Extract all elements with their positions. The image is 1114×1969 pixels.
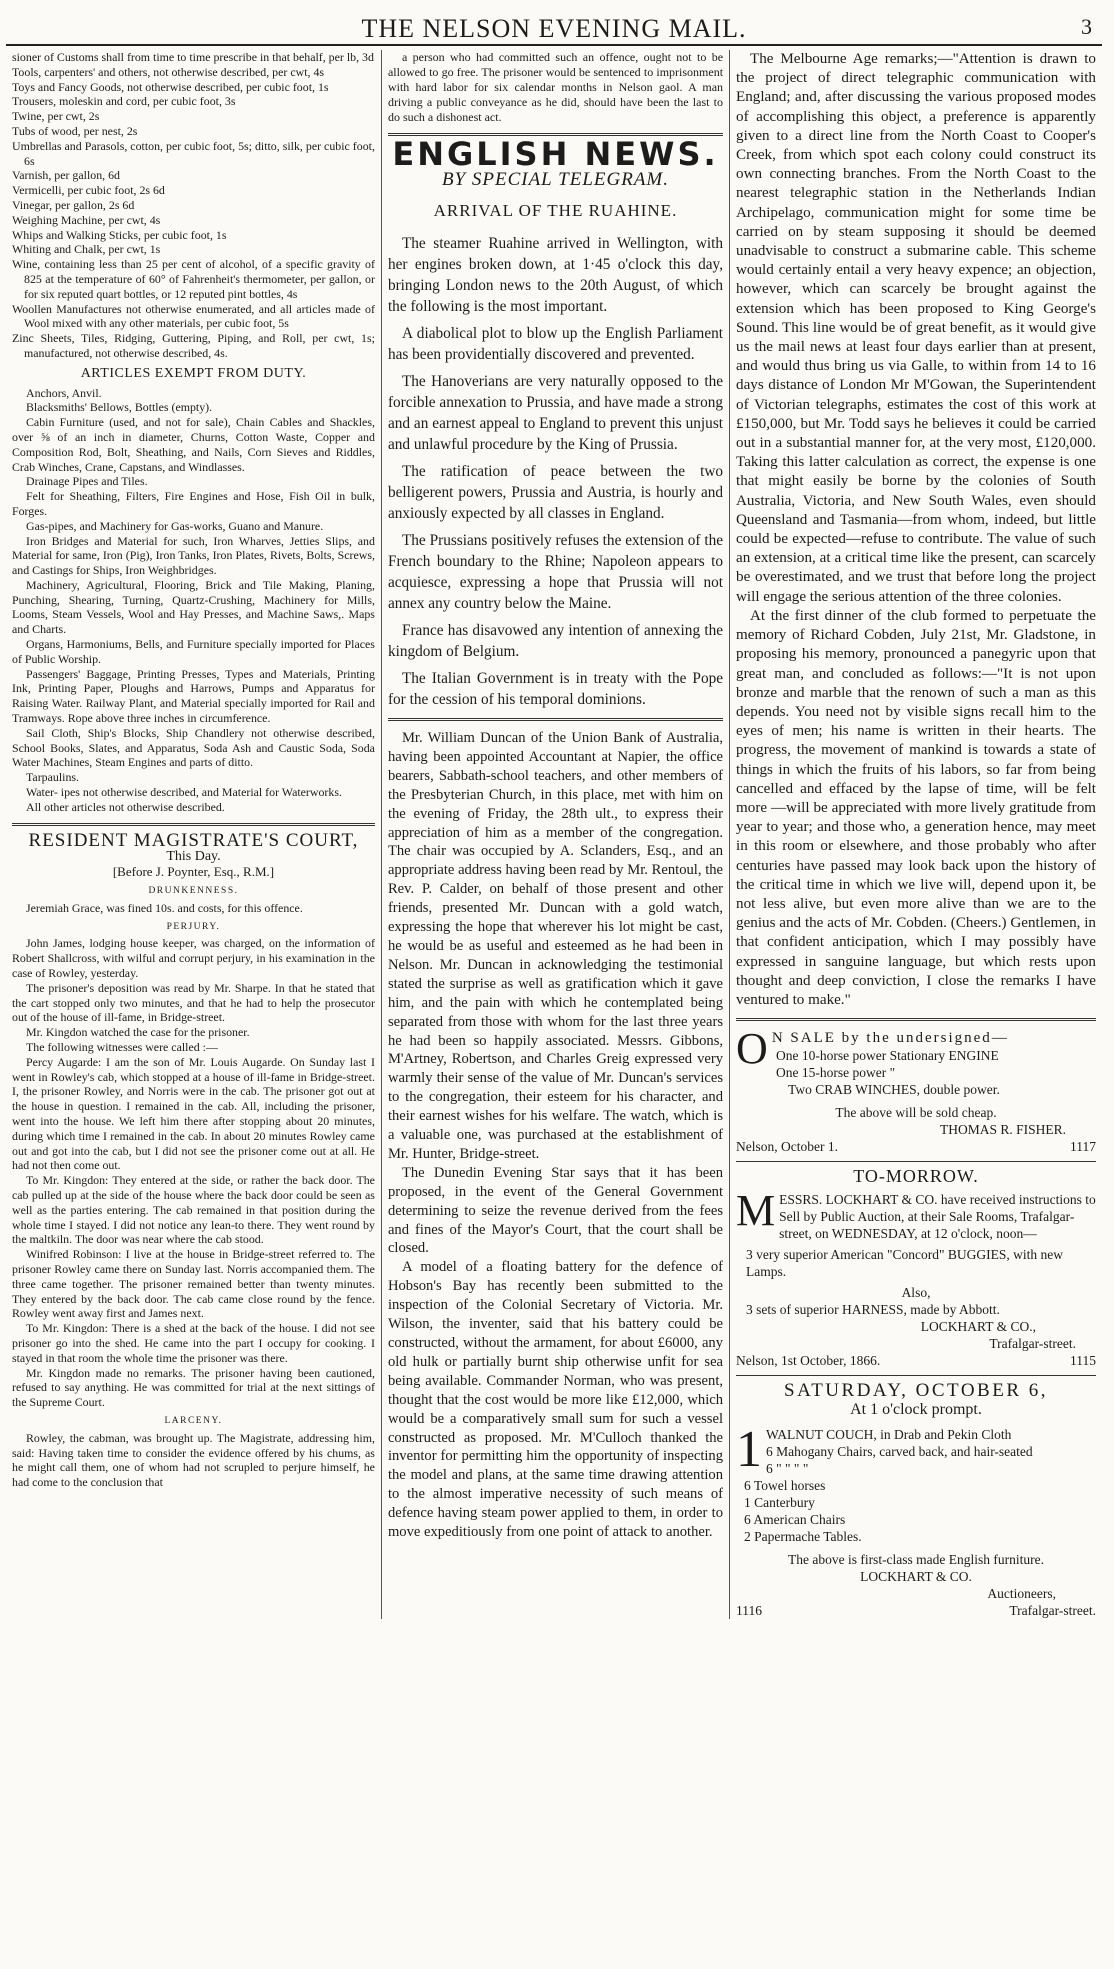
- newspaper-title: THE NELSON EVENING MAIL.: [361, 14, 747, 43]
- advert-item: 6 Towel horses: [744, 1478, 826, 1494]
- exempt-item: Organs, Harmoniums, Bells, and Furniture specially imported for Places of Public Worship.: [12, 637, 375, 666]
- drop-cap: O: [736, 1024, 768, 1074]
- exempt-list: [12, 386, 375, 815]
- advert-heading: TO-MORROW.: [853, 1166, 979, 1187]
- exempt-item: Cabin Furniture (used, and not for sale), Chain Cables and Shackles, over ⅝ of an inch in diameter, Churns, Cotton Waste, Copper and Composition Rod, Bolt, Sheathing, and Nails, Corn Sieves and Riddles, Crab Winches, Crane, Capstans, and Windlasses.: [12, 415, 375, 474]
- columns: [6, 50, 1102, 1619]
- advert-place: Nelson, 1st October, 1866.: [736, 1353, 881, 1369]
- english-news-body: [388, 233, 723, 710]
- column-2: [382, 50, 730, 1619]
- court-heading: RESIDENT MAGISTRATE'S COURT,: [28, 829, 359, 851]
- exempt-item: Water- ipes not otherwise described, and Material for Waterworks.: [26, 785, 342, 800]
- exempt-item: Drainage Pipes and Tiles.: [26, 474, 148, 489]
- advert-engine-sale: [736, 1024, 1096, 1155]
- exempt-heading: ARTICLES EXEMPT FROM DUTY.: [80, 365, 307, 381]
- advert-item: 6 Mahogany Chairs, carved back, and hair-seated: [766, 1444, 1033, 1460]
- tariff-item: Vermicelli, per cubic foot, 2s 6d: [12, 183, 165, 198]
- advert-note: The above will be sold cheap.: [835, 1105, 997, 1121]
- perjury-paragraph: The prisoner's deposition was read by Mr. Sharpe. In that he stated that the cart stopped only two minutes, and that he had to help the prosecutor out of the house of ill-fame, in Bridge-street.: [12, 980, 375, 1025]
- tariff-item: Varnish, per gallon, 6d: [12, 168, 120, 183]
- advert-item: 2 Papermache Tables.: [744, 1529, 862, 1545]
- perjury-heading: PERJURY.: [166, 921, 221, 932]
- page-number: 3: [1081, 14, 1092, 39]
- larceny-continued: a person who had committed such an offence, ought not to be allowed to go free. The prisoner would be sentenced to imprisonment with hard labor for six calendar months in Nelson gaol. A man driving a public conveyance as he did, should have been the last to do such a dishonest act.: [387, 50, 724, 124]
- perjury-paragraph: John James, lodging house keeper, was charged, on the information of Robert Shallcross, with wilful and corrupt perjury, in his examination in the case of Rowley, yesterday.: [12, 936, 375, 981]
- exempt-item: Blacksmiths' Bellows, Bottles (empty).: [26, 400, 213, 415]
- tariff-item: Trousers, moleskin and cord, per cubic foot, 3s: [12, 94, 236, 109]
- advert-item: 3 sets of superior HARNESS, made by Abbott.: [746, 1302, 1000, 1318]
- exempt-item: Passengers' Baggage, Printing Presses, Types and Materials, Printing Ink, Printing Paper, Ploughs and Harrows, Pumps and Apparatus for Raising Water. Railway Plant, and Material specially imported for Rail and Tramways. Rope above three inches in circumference.: [12, 666, 375, 726]
- section-divider: [12, 823, 375, 826]
- exempt-item: Iron Bridges and Material for such, Iron Wharves, Jetties Slips, and Material for same, Iron (Pig), Iron Tanks, Iron Plates, Rivets, Bolts, Screws, and Castings for Ships, Iron Weighbridges.: [12, 533, 375, 578]
- advert-text: ESSRS. LOCKHART & CO. have received instructions to Sell by Public Auction, at their Sale Rooms, Trafalgar-street, on WEDNESDAY, at 12 o'clock, noon—: [779, 1192, 1096, 1242]
- news-paragraph: France has disavowed any intention of annexing the kingdom of Belgium.: [387, 622, 724, 660]
- tariff-item: Whips and Walking Sticks, per cubic foot, 1s: [12, 227, 227, 242]
- arrival-heading: ARRIVAL OF THE RUAHINE.: [433, 201, 678, 220]
- perjury-paragraph: The following witnesses were called :—: [26, 1040, 218, 1054]
- advert-line: Two CRAB WINCHES, double power.: [788, 1082, 1000, 1098]
- column-1: [6, 50, 382, 1619]
- advert-also: Also,: [901, 1285, 931, 1301]
- drunkenness-heading: DRUNKENNESS.: [148, 886, 239, 897]
- tariff-item: Tools, carpenters' and others, not otherwise described, per cwt, 4s: [12, 64, 325, 79]
- perjury-paragraph: To Mr. Kingdon: They entered at the side, or rather the back door. The cab pulled up at the side of the house where the back door could be seen as well as the parties entering. The cab remained in that position during the whole time I stayed. I did not notice any lean-to there. They went round by the maltkiln. The door was near where the cab stood.: [12, 1173, 375, 1247]
- exempt-item: All other articles not otherwise described.: [26, 799, 225, 814]
- age-article: [736, 50, 1096, 1010]
- tariff-item: Woollen Manufactures not otherwise enumerated, and all articles made of Wool mixed with any other materials, per cubic foot, 5s: [12, 301, 375, 331]
- advert-signature: LOCKHART & CO.: [860, 1569, 972, 1585]
- advert-signature: LOCKHART & CO.,: [920, 1319, 1036, 1335]
- larceny-heading: LARCENY.: [164, 1415, 223, 1426]
- perjury-paragraph: To Mr. Kingdon: There is a shed at the back of the house. I did not see prisoner go into the shed. He came into the part I occupy for cooking. I stayed in that room the whole time the prisoner was there.: [12, 1321, 375, 1365]
- news-paragraph: The Prussians positively refuses the extension of the French boundary to the Rhine; Napoleon appears to acquiesce, expressing a hope that Prussia will not annex any country below the Maine.: [387, 532, 724, 612]
- larceny-text: Rowley, the cabman, was brought up. The Magistrate, addressing him, said: Having taken time to consider the evidence offered by his chums, as he might call them, one of whom had not scrupled to perjure himself, he had come to the conclusion that: [12, 1430, 375, 1490]
- advert-number: 1116: [736, 1603, 763, 1619]
- section-divider: [388, 718, 723, 721]
- exempt-item: Machinery, Agricultural, Flooring, Brick and Tile Making, Planing, Punching, Shearing, Turning, Quartz-Crushing, Machinery for Mills, Looms, Steam Vessels, Wool and Hay Presses, and Machine Saws,. Maps and Charts.: [12, 577, 375, 637]
- advert-role: Auctioneers,: [987, 1586, 1056, 1602]
- english-news-heading: ENGLISH NEWS.: [392, 135, 719, 173]
- tariff-item: Twine, per cwt, 2s: [12, 109, 100, 124]
- court-before: [Before J. Poynter, Esq., R.M.]: [112, 864, 275, 880]
- advert-note: The above is first-class made English furniture.: [787, 1552, 1045, 1568]
- news-paragraph: The Hanoverians are very naturally opposed to the forcible annexation to Prussia, and have made a strong and an earnest appeal to England to prevent this unjust and unlawful procedure by the King of Prussia.: [387, 373, 724, 453]
- perjury-paragraph: Mr. Kingdon watched the case for the prisoner.: [26, 1025, 250, 1040]
- exempt-item: Gas-pipes, and Machinery for Gas-works, Guano and Manure.: [26, 518, 324, 533]
- advert-street: Trafalgar-street.: [989, 1336, 1076, 1352]
- section-divider: [736, 1161, 1096, 1162]
- local-news: [388, 729, 723, 1542]
- advert-heading: SATURDAY, OCTOBER 6,: [784, 1380, 1048, 1402]
- section-divider: [736, 1375, 1096, 1376]
- drop-cap: M: [736, 1186, 776, 1236]
- drop-numeral: 1: [736, 1421, 763, 1479]
- news-paragraph: The ratification of peace between the two belligerent powers, Prussia and Austria, is hourly and anxiously expected by all classes in England.: [387, 463, 724, 522]
- section-divider: [736, 1018, 1096, 1021]
- advert-item: 1 Canterbury: [744, 1495, 815, 1511]
- advert-item: 6 American Chairs: [744, 1512, 846, 1528]
- local-paragraph: A model of a floating battery for the defence of Hobson's Bay has recently been submitted to the inspection of the Colonial Secretary of Victoria. Mr. Wilson, the inventer, said that his battery could be constructed, without the armament, for about £6000, any old hulk or partially burnt ship otherwise unfit for sea being available. Commander Norman, who was present, thought that the cost would be more like £12,000, which would be a comparatively small sum for such a vessel constructed as proposed. Mr. M'Culloch thanked the inventor for permitting him the opportunity of inspecting the model and plans, at the same time drawing attention to the almost imperative necessity of such means of defence having steam power applied to them, in order to move expeditiously from one point of attack to another.: [387, 1259, 724, 1541]
- tariff-item: Weighing Machine, per cwt, 4s: [12, 212, 161, 227]
- article-paragraph: At the first dinner of the club formed to perpetuate the memory of Richard Cobden, July 21st, Mr. Gladstone, in proposing his memory, pronounced a panegyric upon that great man, and concluded as follows:—"It is not upon bronze and marble that the renown of such a man as this depends. You need not by visible signs recall him to the eyes of men; his name is written in their hearts. The progress, the movement of mankind is towards a state of things in which the fruits of his labors, so far from being cancelled and effaced by the lapse of time, will be felt more —will be appreciated with more lively gratitude from year to year; and those who, a generation hence, may meet in this room or elsewhere, and those probably who after centuries have passed may look back upon the history of the critical time in which we live will, depend upon it, be not less alive, but even more alive than we are to the genius and the acts of Mr. Cobden. (Cheers.) Gentlemen, in that confident anticipation, which I may possibly have expressed in sanguine language, but which rests upon thought and deep conviction, I close the remarks I have ventured to make.": [736, 607, 1096, 1008]
- advert-line: One 15-horse power ": [776, 1065, 896, 1081]
- news-paragraph: A diabolical plot to blow up the English Parliament has been providentially discovered and prevented.: [387, 325, 724, 363]
- advert-number: 1117: [1069, 1139, 1096, 1155]
- advert-item: 3 very superior American "Concord" BUGGIES, with new Lamps.: [746, 1247, 1063, 1280]
- advert-furniture-sale: [736, 1382, 1096, 1619]
- telegram-subheading: BY SPECIAL TELEGRAM.: [441, 169, 670, 190]
- exempt-item: Felt for Sheathing, Filters, Fire Engines and Hose, Fish Oil in bulk, Forges.: [12, 489, 375, 518]
- perjury-paragraph: Percy Augarde: I am the son of Mr. Louis Augarde. On Sunday last I went in Rowley's cab, which stopped at a house of ill-fame in Bridge-street. I, the prisoner Rowley, and Norris were in the cab. The prisoner got out at the house in question. I remained in the cab. All, including the prisoner, went into the house. We left him there after stopping about 20 minutes, during which time I remained in the cab. In about 20 minutes Rowley came out and got into the cab, but I did not see the prisoner come out at all. He had not then come out.: [12, 1054, 375, 1173]
- tariff-list: [12, 50, 375, 361]
- perjury-report: [12, 936, 375, 1410]
- tariff-item: Zinc Sheets, Tiles, Ridging, Guttering, Piping, and Roll, per cwt, 1s; manufactured, not otherwise described, 4s.: [12, 331, 375, 360]
- masthead: [6, 10, 1102, 46]
- tariff-item: Umbrellas and Parasols, cotton, per cubic foot, 5s; ditto, silk, per cubic foot, 6s: [12, 138, 375, 168]
- tariff-item: Wine, containing less than 25 per cent of alcohol, of a specific gravity of 825 at the temperature of 60° of Fahrenheit's thermometer, per gallon, or for six reputed quart bottles, or 12 reputed pint bottles, 4s: [12, 257, 375, 301]
- advert-line: One 10-horse power Stationary ENGINE: [776, 1048, 999, 1064]
- advert-street: Trafalgar-street.: [1009, 1603, 1096, 1619]
- tariff-item: Toys and Fancy Goods, not otherwise described, per cubic foot, 1s: [12, 79, 329, 94]
- article-paragraph: The Melbourne Age remarks;—"Attention is drawn to the project of direct telegraphic communication with England; and, after discussing the various proposed modes of accomplishing this object, a preference is apparently given to a direct line from the North Coast to Cooper's Creek, from which spot each colony could construct its own connecting branches. From the North Coast to the nearest telegraphic station in the Netherlands Indian Archipelago, communication might for some time be carried on by steam supposing it should be deemed unadvisable to construct a submarine cable. This scheme would certainly entail a very heavy expence; an objection, however, which can scarcely be brought against the extension which has been proposed to King George's Sound. This line would be of great benefit, as it would give us the mail news at least four days earlier than at present, and would thus bring us via Galle, to within from 14 to 16 days distance of London Mr M'Gowan, the Superintendent of Victorian telegraphs, estimates the cost of this work at £150,000, but Mr. Todd says he believes it could be carried out in a substantial manner for, at the very most, £120,000. Taking this latter calculation as correct, the expense is one that might easily be borne by the colonies of South Australia, Victoria, and New South Wales, even should Queensland and Tasmania—from whom, indeed, but little could be expected—refuse to contribute. The value of such an extension, at a critical time like the present, can scarcely be overestimated, and we trust that before long the project will engage the serious attention of the three colonies.: [736, 51, 1096, 605]
- local-paragraph: Mr. William Duncan of the Union Bank of Australia, having been appointed Accountant at Napier, the office bearers, Sabbath-school teachers, and other members of the Presbyterian Church, in this place, met with him on the evening of Friday, the 28th ult., to express their appreciation of him as a member of the congregation. The chair was occupied by A. Sclanders, Esq., and an appropriate address having been read by Mr. Rentoul, the Rev. P. Calder, on behalf of those present and other friends, presented Mr. Duncan with a gold watch, expressing the hope that wherever his lot might be cast, he would be as useful and esteemed as he had been in Nelson. Mr. Duncan in acknowledging the testimonial stated the surprise as well as gratification which it gave him, and the pain with which he contemplated being separated from those with whom for the last three years he had been so happily associated. Messrs. Gibbons, M'Artney, Robertson, and Charles Greig expressed very warmly their sense of the value of Mr. Duncan's services to the congregation, their esteem for his character, and their earnest wishes for his welfare. The watch, which is a valuable one, was purchased at the establishment of Mr. Hunter, Bridge-street.: [387, 730, 724, 1162]
- court-day: This Day.: [166, 849, 221, 865]
- advert-buggies-auction: [736, 1168, 1096, 1369]
- perjury-paragraph: Winifred Robinson: I live at the house in Bridge-street referred to. The prisoner Rowley came there on Sunday last. Norris accompanied them. The three came together. The prisoner remained better than twenty minutes. They entered by the back door. The cab came close round by the fence. Rowley went away first and James next.: [12, 1247, 375, 1321]
- exempt-item: Tarpaulins.: [26, 770, 79, 785]
- exempt-item: Anchors, Anvil.: [26, 385, 102, 400]
- advert-item: 6 " " " ": [766, 1461, 809, 1477]
- exempt-item: Sail Cloth, Ship's Blocks, Ship Chandlery not otherwise described, School Books, Slates, and Apparatus, Soda Ash and Caustic Soda, Soda Water Machines, Steam Engines and parts of ditto.: [12, 725, 375, 770]
- tariff-item: sioner of Customs shall from time to time prescribe in that behalf, per lb, 3d: [12, 50, 374, 64]
- column-3: [730, 50, 1102, 1619]
- advert-headline: N SALE by the undersigned—: [771, 1030, 1009, 1047]
- tariff-item: Vinegar, per gallon, 2s 6d: [12, 197, 135, 212]
- advert-number: 1115: [1069, 1353, 1096, 1369]
- advert-signature: THOMAS R. FISHER.: [939, 1122, 1066, 1138]
- tariff-item: Tubs of wood, per nest, 2s: [12, 123, 138, 138]
- drunkenness-text: Jeremiah Grace, was fined 10s. and costs, for this offence.: [26, 900, 303, 915]
- advert-time: At 1 o'clock prompt.: [850, 1401, 982, 1419]
- perjury-paragraph: Mr. Kingdon made no remarks. The prisoner having been cautioned, refused to say anything. He was committed for trial at the next sittings of the Supreme Court.: [12, 1365, 375, 1410]
- advert-place: Nelson, October 1.: [736, 1139, 839, 1155]
- news-paragraph: The steamer Ruahine arrived in Wellington, with her engines broken down, at 1·45 o'clock this day, bringing London news to the 20th August, of which the following is the most important.: [387, 235, 724, 315]
- advert-item: WALNUT COUCH, in Drab and Pekin Cloth: [766, 1427, 1012, 1443]
- news-paragraph: The Italian Government is in treaty with the Pope for the cession of his temporal dominions.: [387, 670, 724, 708]
- tariff-item: Whiting and Chalk, per cwt, 1s: [12, 242, 161, 257]
- local-paragraph: The Dunedin Evening Star says that it has been proposed, in the event of the General Government determining to seize the revenue derived from the fees and fines of the Mayor's Court, that the court shall be closed.: [387, 1164, 724, 1257]
